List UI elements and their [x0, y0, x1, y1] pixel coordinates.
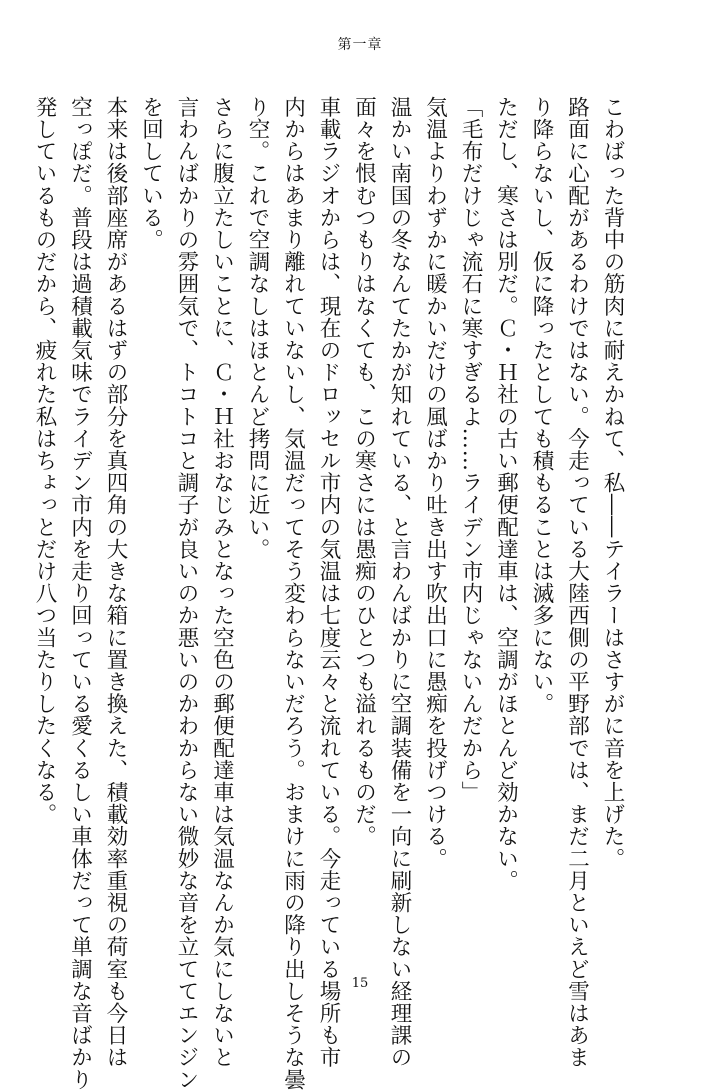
text-line: こわばった背中の筋肉に耐えかねて、私――テイラーはさすがに音を上げた。 — [600, 96, 625, 870]
page-number: 15 — [351, 976, 369, 991]
text-line: 発しているものだから、疲れた私はちょっとだけ八つ当たりしたくなる。 — [32, 96, 57, 826]
text-line: を回している。 — [138, 96, 164, 251]
text-line: 気温よりわずかに暖かいだけの風ばかり吐き出す吹出口に愚痴を投げつける。 — [422, 96, 448, 870]
text-line: 温かい南国の冬なんてたかが知れている、と言わんばかりに空調装備を一向に刷新しない経理課の — [387, 96, 412, 1069]
text-line: 車載ラジオからは、現在のドロッセル市内の気温は七度云々と流れている。今走っている場所も市 — [316, 96, 341, 1069]
text-line: 空っぽだ。普段は過積載気味でライデン市内を走り回っている愛くるしい車体だって単調な音ばかり — [67, 96, 93, 1091]
text-line: り空。これで空調なしはほとんど拷問に近い。 — [245, 96, 270, 561]
text-line: ただし、寒さは別だ。Ｃ・Ｈ社の古い郵便配達車は、空調がほとんど効かない。 — [493, 96, 519, 892]
text-line: 内からはあまり離れていないし、気温だってそう変わらないだろう。おまけに雨の降り出しそうな曇 — [280, 96, 306, 1091]
text-line: 言わんばかりの雰囲気で、トコトコと調子が良いのか悪いのかわからない微妙な音を立ててエンジン — [174, 96, 199, 1091]
text-line: 「毛布だけじゃ流石に寒すぎるよ……ライデン市内じゃないんだから」 — [458, 96, 483, 804]
chapter-header: 第一章 — [337, 37, 383, 53]
text-line: 路面に心配があるわけではない。今走っている大陸西側の平野部では、まだ二月といえど雪はあま — [564, 96, 590, 1069]
text-line: り降らないし、仮に降ったとしても積もることは滅多にない。 — [529, 96, 554, 715]
text-line: 面々を恨むつもりはなくても、この寒さには愚痴のひとつも溢れるものだ。 — [351, 96, 377, 848]
text-line: さらに腹立たしいことに、Ｃ・Ｈ社おなじみとなった空色の郵便配達車は気温なんか気にしないと — [209, 96, 235, 1069]
text-line: 本来は後部座席があるはずの部分を真四角の大きな箱に置き換えた、積載効率重視の荷室も今日は — [103, 96, 128, 1069]
